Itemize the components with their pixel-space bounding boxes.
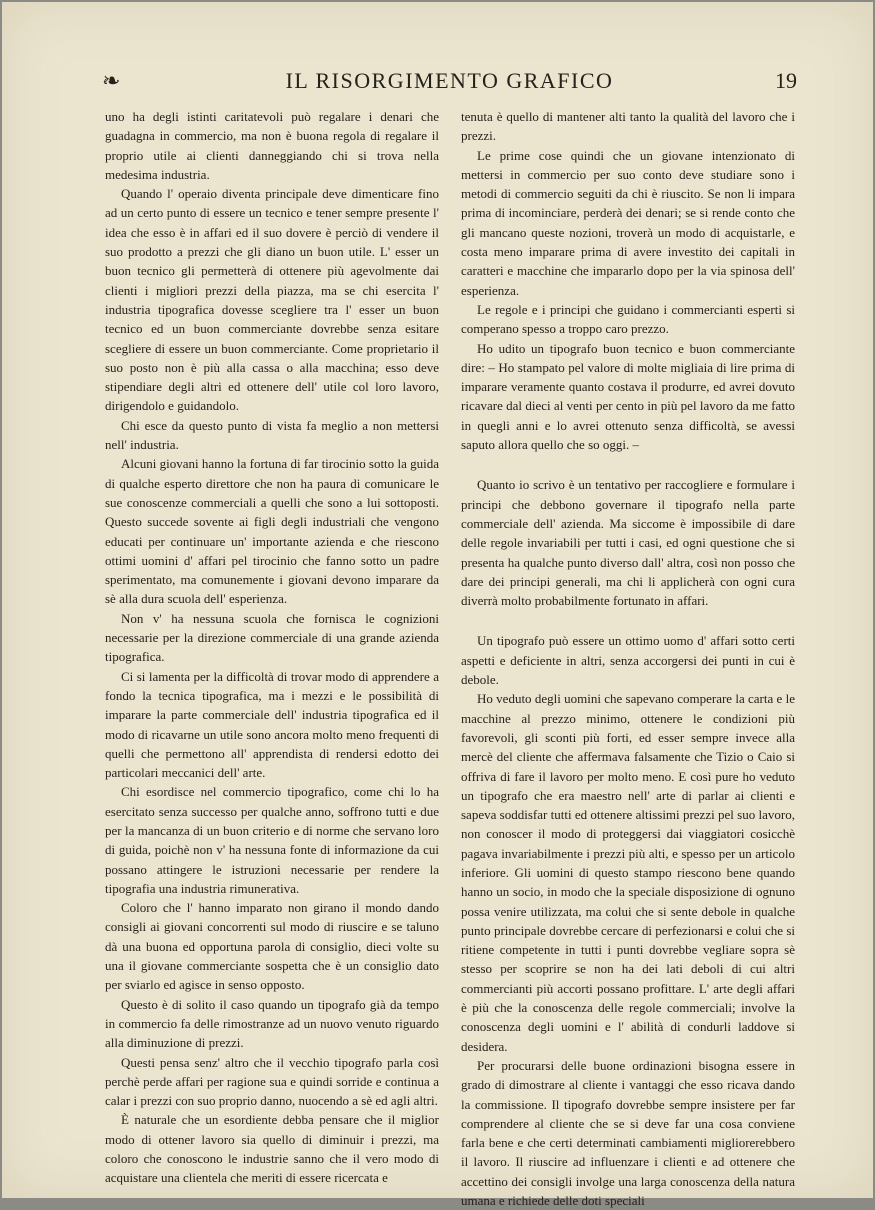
paragraph: Chi esordisce nel commercio tipografico, come chi lo ha esercitato senza successo per qualche anno, soffrono tutti e due per la mancanza di un buon criterio e di norme che servano loro di guida, poichè non v' ha nessuna fonte di informazione da cui possano attingere le istruzioni necessarie per rendere la tipografia una industria rimunerativa.: [105, 784, 439, 896]
left-text-column: [105, 107, 439, 1188]
running-title: IL RISORGIMENTO GRAFICO: [285, 68, 614, 93]
paragraph: Le regole e i principi che guidano i commercianti esperti si comperano spesso a troppo caro prezzo.: [461, 301, 795, 337]
paragraph: Per procurarsi delle buone ordinazioni bisogna essere in grado di dimostrare al cliente i vantaggi che esso ricava dando la commissione. Il tipografo dovrebbe sempre insistere per far comprendere al cliente che se si deve far una cosa conviene farla bene e che certi determinati cambiamenti migliorerebbero il lavoro. Il riuscire ad influenzare i clienti e ad ottenere che accettino dei consigli involge una larga conoscenza della natura umana e richiede delle doti speciali: [461, 1057, 795, 1209]
page-number: 19: [775, 68, 797, 93]
paragraph: Un tipografo può essere un ottimo uomo d' affari sotto certi aspetti e deficiente in altri, senza accorgersi dei punti in cui è debole.: [461, 633, 795, 688]
paragraph: Questo è di solito il caso quando un tipografo già da tempo in commercio fa delle rimostranze ad un nuovo venuto riguardo alla diminuzione di prezzi.: [105, 996, 439, 1051]
page-header: [102, 66, 797, 98]
paragraph: È naturale che un esordiente debba pensare che il miglior modo di ottener lavoro sia quello di diminuir i prezzi, ma coloro che conoscono le industrie sanno che il vero modo di acquistare una clientela che meriti di essere ricercata e: [105, 1112, 439, 1186]
paragraph: Coloro che l' hanno imparato non girano il mondo dando consigli ai giovani concorrenti sul modo di riuscire e se taluno dà una buona ed opportuna parola di consiglio, dieci volte su una il giovane commerciante sospetta che è un consiglio dato per sviarlo ed agisce in senso opposto.: [105, 900, 439, 993]
paragraph: Chi esce da questo punto di vista fa meglio a non mettersi nell' industria.: [105, 417, 439, 453]
paragraph: Le prime cose quindi che un giovane intenzionato di mettersi in commercio per suo conto deve studiare sono i metodi di commercio seguiti da chi è riuscito. Se non li impara prima di incominciare, perderà dei denari; se si rende conto che gli mancano queste nozioni, troverà un modo di acquistarle, e costa meno imparare prima di avere investito dei capitali in caratteri e macchine che impararlo dopo per la via spinosa dell' esperienza.: [461, 147, 795, 298]
paragraph: Ci si lamenta per la difficoltà di trovar modo di apprendere a fondo la tecnica tipografica, ma i mezzi e le possibilità di imparare la parte commerciale dell' industria tipografica ed il modo di ricavarne un utile sono ancora molto meno frequenti di quelli che permettono all' apprendista di rendersi edotto dei particolari meccanici dell' arte.: [105, 668, 439, 781]
paragraph: Ho udito un tipografo buon tecnico e buon commerciante dire: – Ho stampato pel valore di molte migliaia di lire prima di imparare veramente quanto costava il produrre, ed avrei dovuto ricavare dal dieci al venti per cento in più pel lavoro da me fatto in quegli anni e lo avrei ottenuto senza difficoltà, se avessi saputo allora quello che so oggi. –: [461, 340, 795, 453]
paragraph: Quanto io scrivo è un tentativo per raccogliere e formulare i principi che debbono governare il tipografo nella parte commerciale dell' azienda. Ma siccome è impossibile di dare delle regole invariabili per tutti i casi, ed ogni questione che si presenta ha qualche punto diverso dall' altra, così non posso che dare dei principi generali, ma chi li applicherà con ogni cura diverrà molto probabilmente fortunato in affari.: [461, 477, 795, 609]
book-page: [2, 2, 873, 1209]
paragraph: tenuta è quello di mantener alti tanto la qualità del lavoro che i prezzi.: [461, 109, 795, 144]
paragraph: Alcuni giovani hanno la fortuna di far tirocinio sotto la guida di qualche esperto direttore che non ha paura di comunicare le sue conoscenze commerciali a quelli che sono a lui sottoposti. Questo succede sovente ai figli degli industriali che vengono educati per continuare un' importante azienda e che riescono ottimi uomini d' affari pel tirocinio che fanno sotto un padre sperimentato, ma comunemente i giovani devono imparare da sè alla dura scuola dell' esperienza.: [105, 456, 439, 607]
fleuron-ornament-icon: ❧: [102, 68, 121, 93]
paragraph: Non v' ha nessuna scuola che fornisca le cognizioni necessarie per la direzione commerciale di una grande azienda tipografica.: [105, 610, 439, 665]
paragraph: Ho veduto degli uomini che sapevano comperare la carta e le macchine al prezzo minimo, ottenere le condizioni più favorevoli, gli sconti più forti, ed esser sempre invece alla mercè del cliente che affermava falsamente che Tizio o Caio si offriva di fare il lavoro per molto meno. E così pure ho veduto un tipografo che era maestro nell' arte di parlar ai clienti e sapeva soddisfar tutti ed ottenere altissimi prezzi pel suo lavoro, non conoscer il modo di proteggersi dai viaggiatori cosicchè pagava invariabilmente i prezzi più alti, e spesso per un articolo inferiore. Gli uomini di questo stampo riescono bene quando hanno un socio, in modo che la speciale disposizione di ognuno possa venire utilizzata, ma colui che si sente debole in qualche punto principale dovrebbe cercare di perfezionarsi e colui che si ritiene competente in tutti i punti dovrebbe vegliare sopra sè stesso per scoprire se non ha dei lati deboli di cui altri commercianti più accorti possano profittare. L' arte degli affari è più che la conoscenza delle regole commerciali; involve la conoscenza degli uomini e l' abilità di condurli laddove si desidera.: [461, 691, 795, 1054]
paragraph: Questi pensa senz' altro che il vecchio tipografo parla così perchè perde affari per ragione sua e quindi sorride e continua a calar i prezzi con suo proprio danno, nuocendo a sè ed agli altri.: [105, 1054, 439, 1109]
paragraph: Quando l' operaio diventa principale deve dimenticare fino ad un certo punto di essere un tecnico e tener sempre presente l' idea che esso è in affari ed il suo dovere è perciò di vendere il suo prodotto a prezzi che gli diano un buon utile. L' esser un buon tecnico gli permetterà di ottenere più agevolmente dai clienti i migliori prezzi della piazza, ma se chi esercita l' industria tipografica dovesse scegliere tra l' esser un buon tecnico ed un buon commerciante dovrebbe senza esitare scegliere di essere un buon commerciante. Come proprietario il suo posto non è più alla cassa o alla macchina; esso deve stipendiare degli altri ed ottenere dell' utile col loro lavoro, dirigendolo e guidandolo.: [105, 186, 439, 414]
right-text-column: [461, 107, 795, 1210]
paragraph: uno ha degli istinti caritatevoli può regalare i denari che guadagna in commercio, ma non è buona regola di regalare il proprio utile ai clienti danneggiando chi si trova nella medesima industria.: [105, 109, 439, 182]
